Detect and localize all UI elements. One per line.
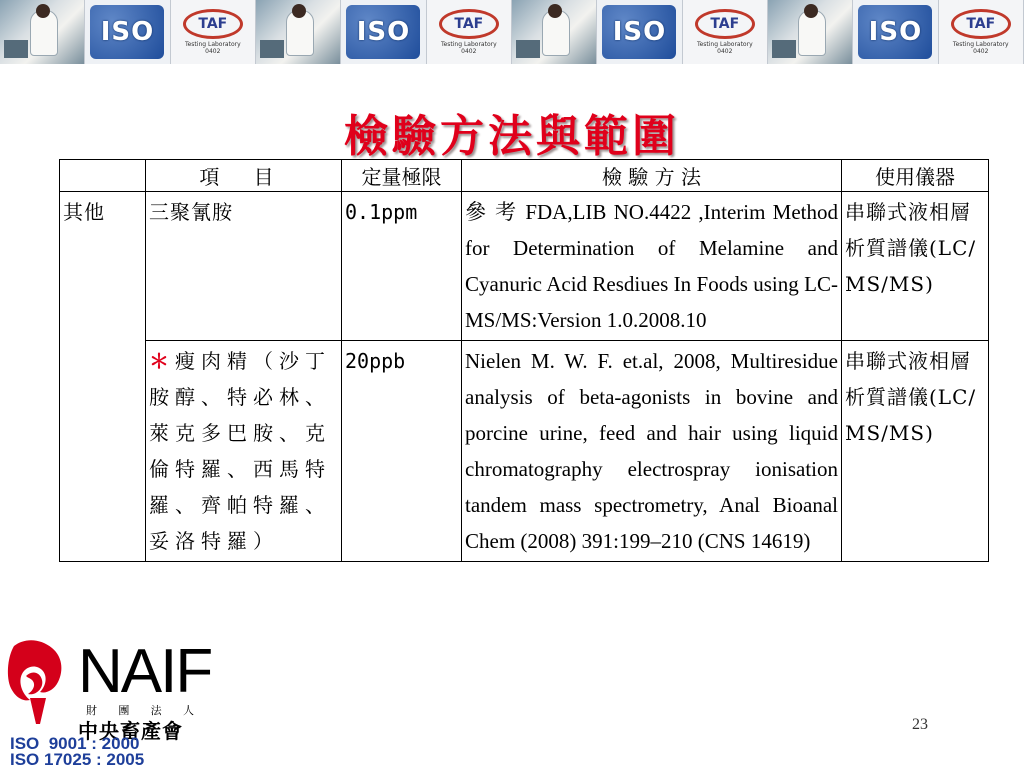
iso-logo: ISO (341, 0, 426, 64)
instrument-cell: 串聯式液相層析質譜儀(LC/MS/MS) (842, 192, 989, 341)
iso-logo: ISO (85, 0, 170, 64)
lab-photo (768, 0, 853, 64)
iso-logo: ISO (853, 0, 938, 64)
naif-wordmark: NAIF (78, 637, 212, 706)
item-cell (146, 192, 342, 341)
lab-photo (256, 0, 341, 64)
page-number: 23 (912, 716, 928, 733)
taf-logo: TAF Testing Laboratory 0402 (427, 0, 512, 64)
header-item: 項 目 (146, 160, 342, 192)
taf-logo: TAF Testing Laboratory 0402 (683, 0, 768, 64)
naif-subtitle: 財 團 法 人 (86, 704, 194, 717)
method-cell: Nielen M. W. F. et.al, 2008, Multiresidue analysis of beta-agonists in bovine and porcine urine, feed and hair using liquid chromatography electrospray ionisation tandem mass spectrometry, Anal Bioanal Chem (2008) 391:199–210 (CNS 14619) (462, 341, 842, 562)
naif-logo (0, 632, 220, 768)
table-row (60, 192, 989, 341)
lab-photo (512, 0, 597, 64)
category-cell: 其他 (60, 192, 146, 562)
header-banner (0, 0, 1024, 64)
iso-17025-line: ISO 17025 : 2005 (10, 750, 145, 769)
table-row (60, 341, 989, 562)
limit-cell: 20ppb (342, 341, 462, 562)
taf-logo: TAF Testing Laboratory 0402 (171, 0, 256, 64)
item-text: 三聚氰胺 (149, 200, 233, 224)
taf-logo: TAF Testing Laboratory 0402 (939, 0, 1024, 64)
iso-logo: ISO (597, 0, 682, 64)
item-text: 瘦肉精（沙丁胺醇、特必林、萊克多巴胺、克倫特羅、西馬特羅、齊帕特羅、妥洛特羅） (149, 349, 331, 553)
star-marker: ＊ (149, 349, 175, 373)
iso-9001-line: ISO 9001 : 2000 (10, 734, 140, 753)
methods-table (59, 159, 989, 562)
slide-title: 檢驗方法與範圍 (344, 111, 680, 162)
bird-mark-icon (6, 636, 68, 726)
header-method: 檢 驗 方 法 (462, 160, 842, 192)
limit-cell: 0.1ppm (342, 192, 462, 341)
instrument-cell: 串聯式液相層析質譜儀(LC/MS/MS) (842, 341, 989, 562)
table-header-row (60, 160, 989, 192)
header-instrument: 使用儀器 (842, 160, 989, 192)
method-cell: 參 考 FDA,LIB NO.4422 ,Interim Method for Determination of Melamine and Cyanuric Acid Resdiues In Foods using LC-MS/MS:Version 1.0.2008.10 (462, 192, 842, 341)
lab-photo (0, 0, 85, 64)
naif-org-name: 中央畜產會 (78, 719, 183, 743)
header-limit: 定量極限 (342, 160, 462, 192)
item-cell (146, 341, 342, 562)
header-blank (60, 160, 146, 192)
